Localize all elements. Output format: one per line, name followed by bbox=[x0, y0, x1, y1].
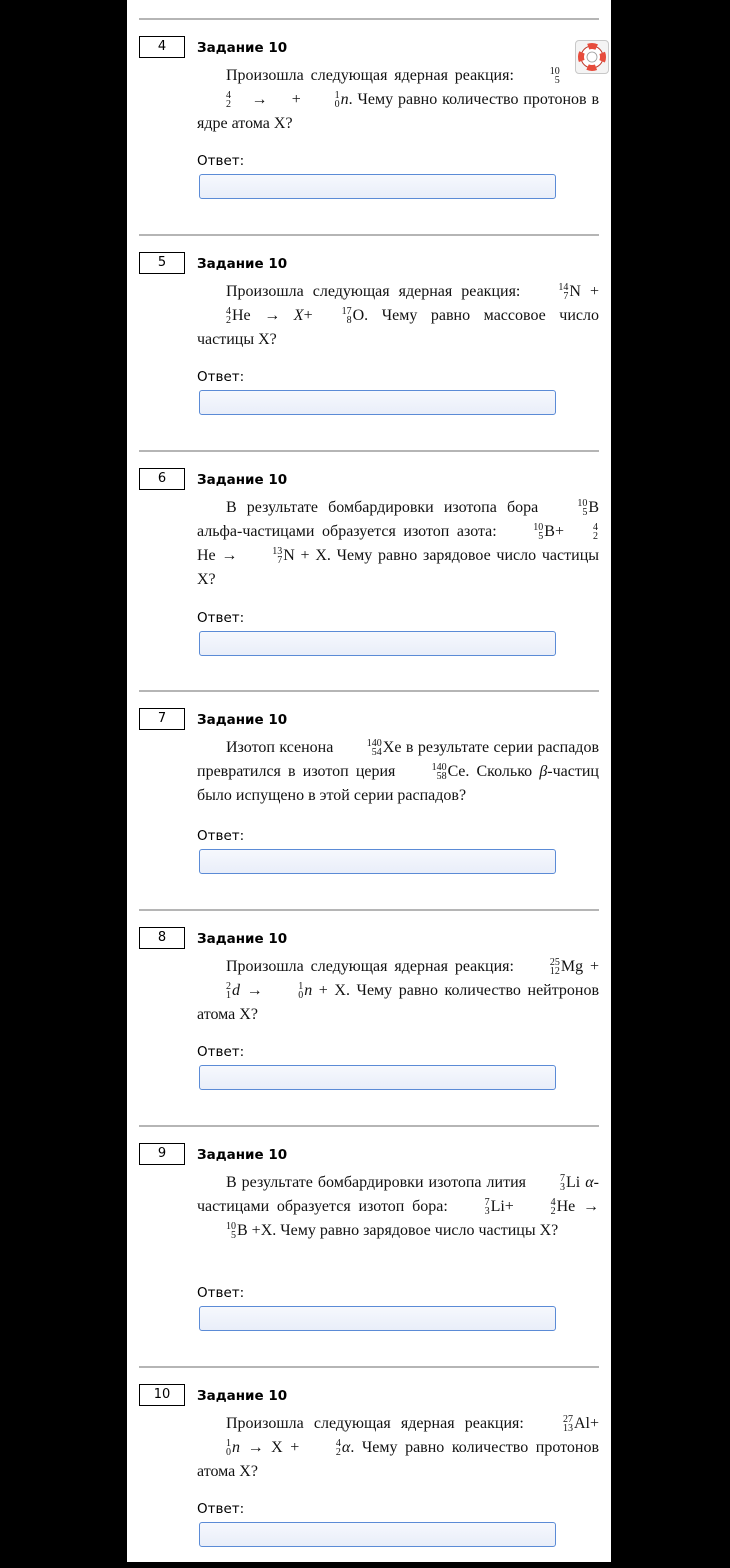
nuclide: 10 5 bbox=[533, 522, 544, 543]
task-title: Задание 10 bbox=[197, 1147, 288, 1163]
task-title: Задание 10 bbox=[197, 40, 288, 56]
task-number: 4 bbox=[139, 36, 185, 58]
task-10 bbox=[139, 1366, 599, 1568]
task-text: Произошла следующая ядерная реакция: 14 7 N + 4 2 He → X+ 17 8 O. Чему равно массовое число частицы X? bbox=[197, 282, 599, 348]
answer-input[interactable] bbox=[199, 1065, 556, 1090]
task-7 bbox=[139, 690, 599, 892]
nuclide: 7 3 bbox=[484, 1197, 490, 1218]
task-text: Произошла следующая ядерная реакция: 10 5 4 2 → + 1 0 n. Чему равно количество протонов в ядре атома X? bbox=[197, 66, 600, 132]
nuclide: 7 3 bbox=[560, 1173, 566, 1194]
task-title: Задание 10 bbox=[197, 472, 288, 488]
nuclide: 2 1 bbox=[226, 981, 231, 1002]
nuclide: 27 13 bbox=[562, 1414, 573, 1435]
task-text: В результате бомбардировки изотопа лития 7 3 Li α-частицами образуется изотоп бора: 7 3 Li+ 4 2 He → 10 5 B +X. Чему равно зарядовое число частицы X? bbox=[197, 1173, 600, 1242]
task-number: 5 bbox=[139, 252, 185, 274]
nuclide: 4 2 bbox=[226, 90, 231, 111]
nuclide: 4 2 bbox=[550, 1197, 556, 1218]
answer-input[interactable] bbox=[199, 1522, 556, 1547]
task-text: Изотоп ксенона 140 54 Xe в результате серии распадов превратился в изотоп церия 140 58 Ce. Сколько β-частиц было испущено в этой серии распадов? bbox=[197, 738, 600, 804]
page bbox=[127, 0, 611, 1562]
answer-label: Ответ: bbox=[197, 1285, 245, 1301]
answer-label: Ответ: bbox=[197, 153, 245, 169]
answer-label: Ответ: bbox=[197, 369, 245, 385]
answer-label: Ответ: bbox=[197, 1044, 245, 1060]
answer-label: Ответ: bbox=[197, 610, 245, 626]
task-5 bbox=[139, 234, 599, 436]
task-number: 9 bbox=[139, 1143, 185, 1165]
answer-input[interactable] bbox=[199, 631, 556, 656]
task-number: 10 bbox=[139, 1384, 185, 1406]
task-number: 8 bbox=[139, 927, 185, 949]
task-text: Произошла следующая ядерная реакция: 25 12 Mg + 2 1 d → 1 0 n + X. Чему равно количество нейтронов атома X? bbox=[197, 957, 600, 1023]
task-8 bbox=[139, 909, 599, 1111]
answer-input[interactable] bbox=[199, 849, 556, 874]
answer-label: Ответ: bbox=[197, 1501, 245, 1517]
task-4 bbox=[139, 18, 599, 220]
nuclide: 4 2 bbox=[335, 1438, 341, 1459]
task-title: Задание 10 bbox=[197, 1388, 288, 1404]
task-text: В результате бомбардировки изотопа бора 10 5 B альфа-частицами образуется изотоп азота: 10 5 B+ 4 2 He → 13 7 N + X. Чему равно зарядовое число частицы X? bbox=[197, 498, 600, 588]
task-title: Задание 10 bbox=[197, 931, 288, 947]
nuclide: 10 5 bbox=[577, 498, 588, 519]
nuclide: 17 8 bbox=[341, 306, 352, 327]
answer-input[interactable] bbox=[199, 174, 556, 199]
nuclide: 10 5 bbox=[549, 66, 560, 87]
task-text: Произошла следующая ядерная реакция: 27 13 Al+ 1 0 n → X + 4 2 α. Чему равно количество протонов атома X? bbox=[197, 1414, 600, 1480]
answer-input[interactable] bbox=[199, 1306, 556, 1331]
answer-input[interactable] bbox=[199, 390, 556, 415]
nuclide: 25 12 bbox=[549, 957, 560, 978]
nuclide: 1 0 bbox=[298, 981, 304, 1002]
nuclide: 4 2 bbox=[226, 306, 231, 327]
nuclide: 140 54 bbox=[366, 738, 382, 759]
task-title: Задание 10 bbox=[197, 256, 288, 272]
task-9 bbox=[139, 1125, 599, 1327]
task-number: 6 bbox=[139, 468, 185, 490]
nuclide: 4 2 bbox=[593, 522, 598, 543]
nuclide: 13 7 bbox=[272, 546, 283, 567]
nuclide: 140 58 bbox=[431, 762, 447, 783]
task-6 bbox=[139, 450, 599, 652]
nuclide: 14 7 bbox=[558, 282, 569, 303]
task-number: 7 bbox=[139, 708, 185, 730]
answer-label: Ответ: bbox=[197, 828, 245, 844]
nuclide: 1 0 bbox=[334, 90, 340, 111]
task-title: Задание 10 bbox=[197, 712, 288, 728]
nuclide: 1 0 bbox=[226, 1438, 231, 1459]
nuclide: 10 5 bbox=[226, 1221, 236, 1242]
